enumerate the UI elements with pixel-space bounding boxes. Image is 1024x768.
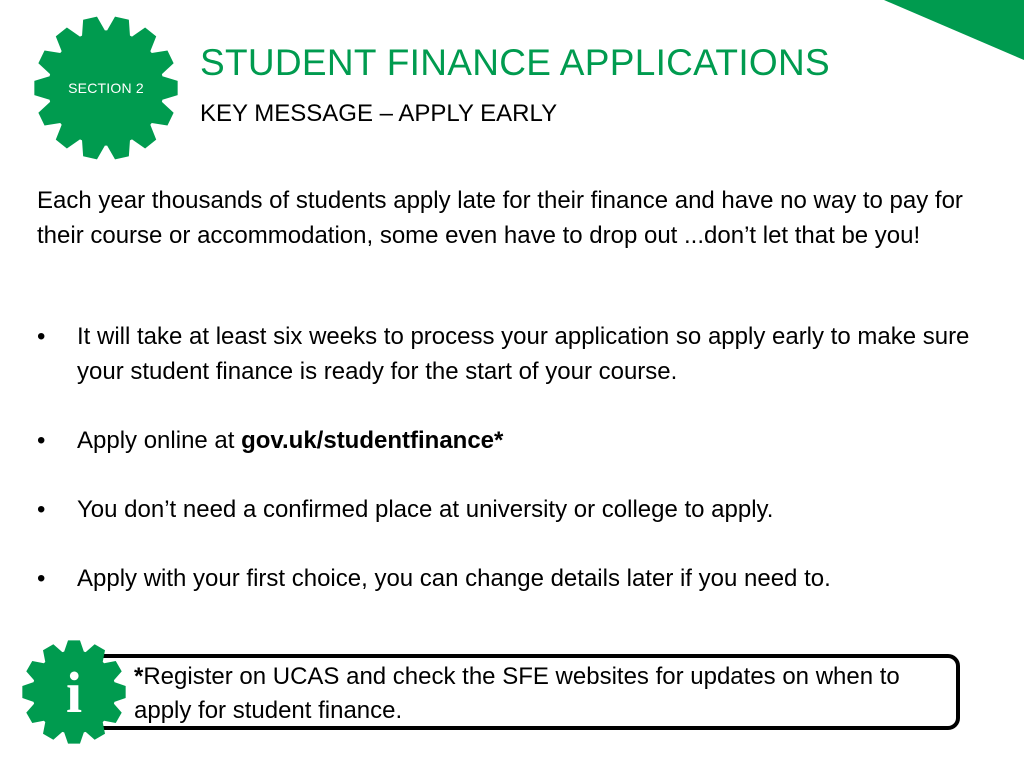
bullet-text: You don’t need a confirmed place at university or college to apply. bbox=[77, 495, 774, 523]
bullet-marker: • bbox=[37, 564, 46, 592]
info-callout-text bbox=[134, 660, 954, 728]
info-message: Register on UCAS and check the SFE websites for updates on when to apply for student finance. bbox=[134, 663, 900, 724]
section-badge bbox=[34, 16, 178, 160]
bullet-text: Apply with your first choice, you can change details later if you need to. bbox=[77, 564, 831, 592]
website-link[interactable]: gov.uk/studentfinance* bbox=[241, 426, 504, 454]
bullet-marker: • bbox=[37, 323, 46, 350]
bullet-text: It will take at least six weeks to process your application so apply early to make sure your student finance is ready for the start of your course. bbox=[77, 323, 970, 385]
page-title: STUDENT FINANCE APPLICATIONS bbox=[200, 42, 830, 83]
list-item bbox=[37, 493, 997, 528]
bullet-marker: • bbox=[37, 495, 46, 523]
list-item bbox=[37, 424, 997, 459]
intro-paragraph: Each year thousands of students apply late for their finance and have no way to pay for their course or accommodation, some even have to drop out ...don’t let that be you! bbox=[37, 187, 963, 249]
bullet-marker: • bbox=[37, 426, 46, 454]
section-label: SECTION 2 bbox=[68, 80, 144, 96]
bullet-text: Apply online at bbox=[77, 426, 242, 454]
list-item bbox=[37, 562, 997, 597]
info-badge bbox=[22, 640, 126, 744]
bullet-list bbox=[37, 320, 997, 631]
list-item bbox=[37, 320, 997, 389]
page-subtitle: KEY MESSAGE – APPLY EARLY bbox=[200, 100, 558, 127]
info-icon: i bbox=[65, 659, 83, 725]
asterisk: * bbox=[134, 663, 144, 690]
corner-decoration bbox=[864, 0, 1024, 60]
